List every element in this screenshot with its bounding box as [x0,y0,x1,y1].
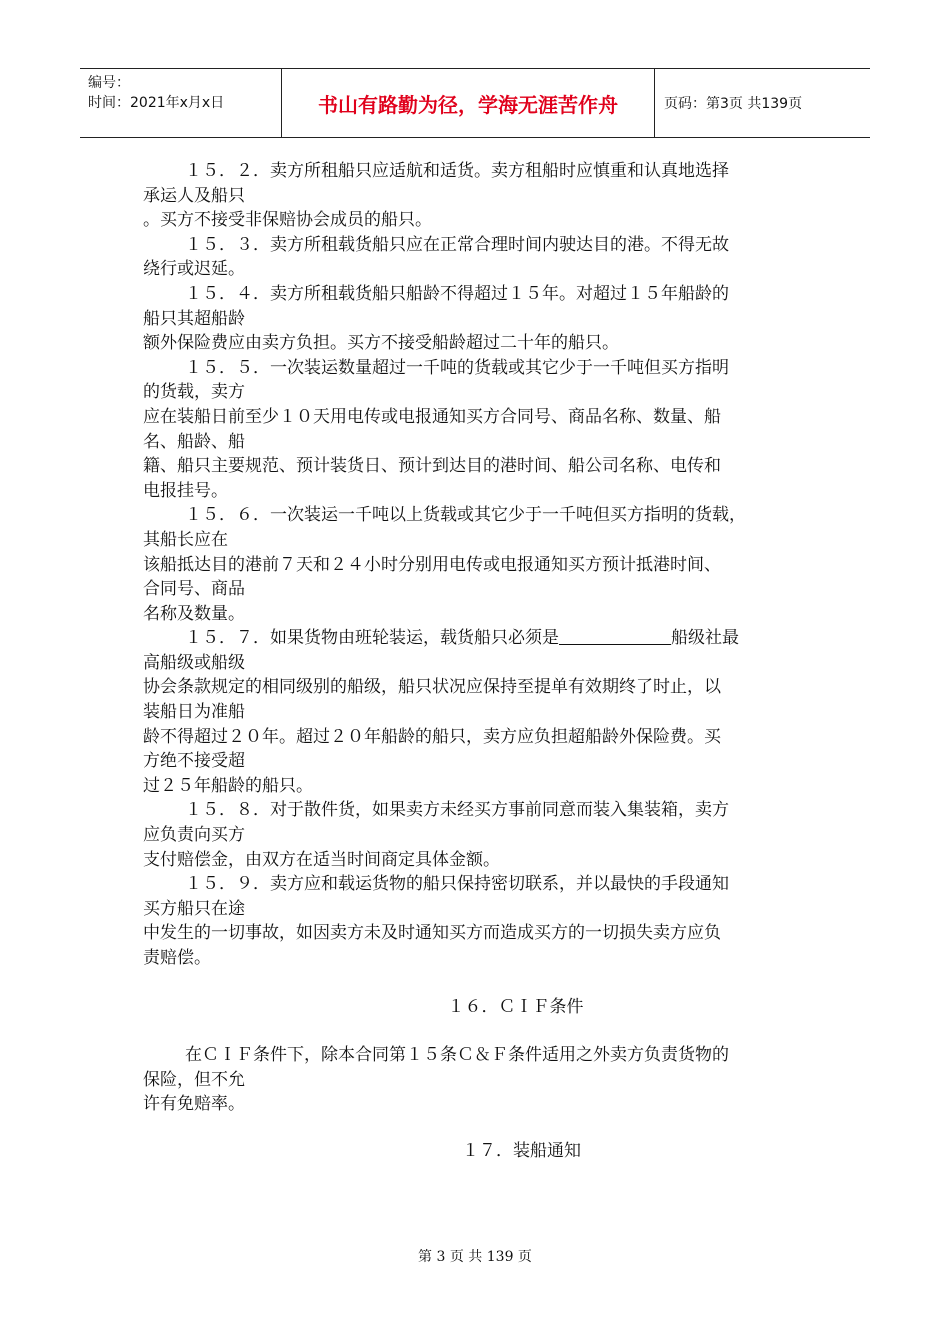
clause-15-9-line-1: １５．９．卖方应和载运货物的船只保持密切联系，并以最快的手段通知 [185,874,729,895]
number-label: 编号： [88,75,130,91]
clause-15-5-line-5: 籍、船只主要规范、预计装货日、预计到达目的港时间、船公司名称、电传和 [143,456,721,477]
clause-15-7-line-1-b: 船级社最 [671,628,739,649]
header-motto: 书山有路勤为径，学海无涯苦作舟 [318,92,618,117]
clause-15-2-line-2: 承运人及船只 [143,185,245,206]
clause-15-7-line-1 [143,626,808,651]
clause-15-5-line-4: 名、船龄、船 [143,431,245,452]
header-table [80,68,870,138]
clause-15-5-line-2: 的货载，卖方 [143,382,245,403]
header-meta [88,73,278,113]
clause-15-6-line-5: 名称及数量。 [143,603,245,624]
clause-15-7-line-2: 高船级或船级 [143,652,245,673]
clause-15-9-line-3: 中发生的一切事故，如因卖方未及时通知买方而造成买方的一切损失卖方应负 [143,923,721,944]
clause-15-2-line-3: 。买方不接受非保赔协会成员的船只。 [143,210,432,231]
clause-15-9-line-4: 责赔偿。 [143,948,211,968]
section-16-line-1: 在ＣＩＦ条件下，除本合同第１５条Ｃ＆Ｆ条件适用之外卖方负责货物的 [185,1045,729,1066]
clause-15-6-line-4: 合同号、商品 [143,579,245,600]
document-body [143,159,808,1164]
clause-15-8-line-2: 应负责向买方 [143,825,245,846]
clause-15-6-line-3: 该船抵达目的港前７天和２４小时分别用电传或电报通知买方预计抵港时间、 [143,554,721,575]
clause-15-7-line-7: 过２５年船龄的船只。 [143,775,313,796]
header-page-info: 页码：第3页 共139页 [664,96,803,112]
header-divider-right [654,69,655,137]
clause-15-7-line-5: 龄不得超过２０年。超过２０年船龄的船只，卖方应负担超船龄外保险费。买 [143,726,721,747]
clause-15-6-line-2: 其船长应在 [143,529,228,550]
clause-15-8-line-1: １５．８．对于散件货，如果卖方未经买方事前同意而装入集装箱，卖方 [185,800,729,821]
clause-15-6-line-1: １５．６．一次装运一千吨以上货载或其它少于一千吨但买方指明的货载， [185,505,746,526]
clause-15-4-line-3: 额外保险费应由卖方负担。买方不接受船龄超过二十年的船只。 [143,333,619,354]
clause-15-4-line-1: １５．４．卖方所租载货船只船龄不得超过１５年。对超过１５年船龄的 [185,283,729,304]
clause-15-2-line-1: １５．２．卖方所租船只应适航和适货。卖方租船时应慎重和认真地选择 [185,161,729,181]
clause-15-3-line-2: 绕行或迟延。 [143,259,245,280]
section-17-title: １７．装船通知 [462,1140,581,1161]
section-16-line-3: 许有免赔率。 [143,1094,245,1115]
page-footer: 第 3 页 共 139 页 [418,1249,532,1265]
clause-15-5-line-6: 电报挂号。 [143,480,228,501]
date-label: 时间：2021年x月x日 [88,95,225,111]
clause-15-3-line-1: １５．３．卖方所租载货船只应在正常合理时间内驶达目的港。不得无故 [185,234,729,255]
section-16-line-2: 保险，但不允 [143,1069,245,1090]
section-16-title: １６．ＣＩＦ条件 [447,996,584,1017]
clause-15-5-line-3: 应在装船日前至少１０天用电传或电报通知买方合同号、商品名称、数量、船 [143,406,721,427]
clause-15-4-line-2: 船只其超船龄 [143,308,245,329]
clause-15-9-line-2: 买方船只在途 [143,898,245,919]
clause-15-7-line-1-a: １５．７．如果货物由班轮装运，载货船只必须是 [185,628,559,649]
clause-15-7-line-6: 方绝不接受超 [143,751,245,772]
fill-in-blank [559,628,671,645]
clause-15-8-line-3: 支付赔偿金，由双方在适当时间商定具体金额。 [143,849,500,870]
clause-15-7-line-4: 装船日为准船 [143,702,245,723]
clause-15-5-line-1: １５．５．一次装运数量超过一千吨的货载或其它少于一千吨但买方指明 [185,357,729,378]
clause-15-7-line-3: 协会条款规定的相同级别的船级，船只状况应保持至提单有效期终了时止，以 [143,677,721,698]
